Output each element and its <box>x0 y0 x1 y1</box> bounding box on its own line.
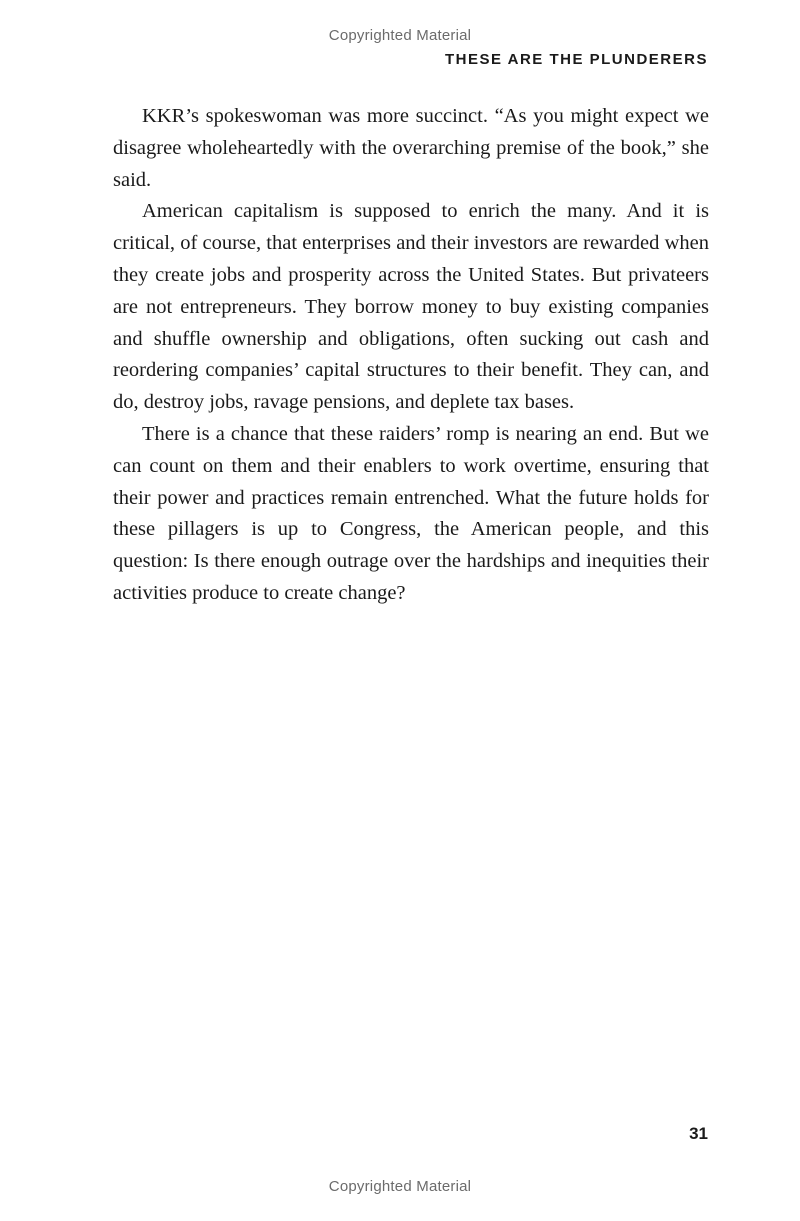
body-text <box>113 101 709 610</box>
page-number: 31 <box>689 1124 708 1143</box>
copyright-watermark-top: Copyrighted Material <box>328 27 472 44</box>
paragraph-1: KKR’s spokeswoman was more succinct. “As you might expect we disagree wholeheartedly with the overarching premise of the book,” she said. <box>113 105 709 191</box>
running-head-title: THESE ARE THE PLUNDERERS <box>445 51 708 68</box>
paragraph-3: There is a chance that these raiders’ romp is nearing an end. But we can count on them and their enablers to work overtime, ensuring that their power and practices remain entrenched. What the future holds for these pillagers is up to Congress, the American people, and this question: Is there enough outrage over the hardships and inequities their activities produce to create change? <box>113 422 709 604</box>
copyright-watermark-bottom: Copyrighted Material <box>328 1178 472 1195</box>
paragraph-2: American capitalism is supposed to enrich the many. And it is critical, of course, that enterprises and their investors are rewarded when they create jobs and prosperity across the United States. But privateers are not entrepreneurs. They borrow money to buy existing companies and shuffle ownership and obligations, often sucking out cash and reordering companies’ capital structures to their benefit. They can, and do, destroy jobs, ravage pensions, and deplete tax bases. <box>113 200 709 414</box>
